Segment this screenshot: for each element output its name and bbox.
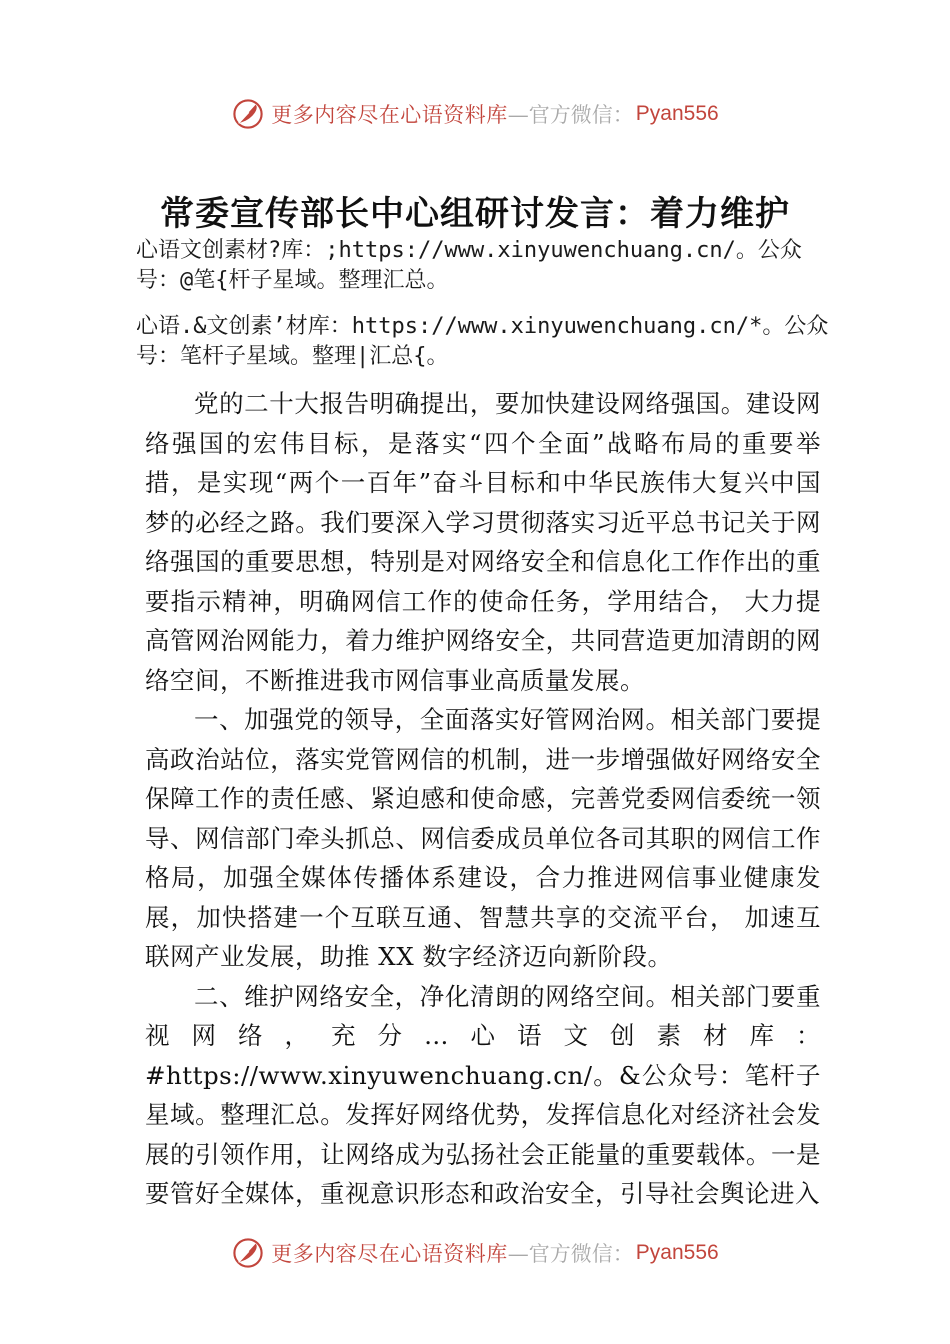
quill-pen-logo-icon xyxy=(231,97,265,131)
header-banner xyxy=(0,92,950,136)
body-paragraph: 二、维护网络安全，净化清朗的网络空间。相关部门要重视网络，充分…心语文创素材库：#https://www.xinyuwenchuang.cn/。&公众号：笔杆子星域。整理汇总。发挥好网络优势，发挥信息化对经济社会发展的引领作用，让网络成为弘扬社会正能量的重要载体。一是要管好全媒体，重视意识形态和政治安全，引导社会舆论进入 xyxy=(145,981,821,1208)
banner-contact-label: —官方微信： xyxy=(507,1242,634,1266)
document-title: 常委宣传部长中心组研讨发言：着力维护 xyxy=(160,194,790,234)
banner-wechat-id: Pyan556 xyxy=(635,102,719,125)
banner-wechat-id: Pyan556 xyxy=(635,1241,719,1264)
body-paragraph: 党的二十大报告明确提出，要加快建设网络强国。建设网络强国的宏伟目标，是落实“四个全面”战略布局的重要举措，是实现“两个一百年”奋斗目标和中华民族伟大复兴中国梦的必经之路。我们要深入学习贯彻落实习近平总书记关于网络强国的重要思想，特别是对网络安全和信息化工作作出的重要指示精神，明确网信工作的使命任务，学用结合， 大力提高管网治网能力，着力维护网络安全，共同营造更加清朗的网络空间，不断推进我市网信事业高质量发展。 xyxy=(145,389,821,695)
watermark-line: 心语文创素材?库：;https://www.xinyuwenchuang.cn/。公众号：@笔{杆子星域。整理汇总。 xyxy=(136,238,802,293)
banner-library-text: 更多内容尽在心语资料库 xyxy=(271,103,508,127)
banner-contact-label: —官方微信： xyxy=(507,103,634,127)
watermark-line: 心语.&文创素’材库：https://www.xinyuwenchuang.cn/*。公众号：笔杆子星域。整理|汇总{。 xyxy=(136,314,829,369)
banner-library-text: 更多内容尽在心语资料库 xyxy=(271,1242,508,1266)
footer-banner xyxy=(0,1231,950,1275)
body-paragraph: 一、加强党的领导，全面落实好管网治网。相关部门要提高政治站位，落实党管网信的机制，进一步增强做好网络安全保障工作的责任感、紧迫感和使命感，完善党委网信委统一领导、网信部门牵头抓总、网信委成员单位各司其职的网信工作格局，加强全媒体传播体系建设，合力推进网信事业健康发展，加快搭建一个互联互通、智慧共享的交流平台， 加速互联网产业发展，助推 XX 数字经济迈向新阶段。 xyxy=(145,705,821,971)
document-body xyxy=(145,384,821,1214)
quill-pen-logo-icon xyxy=(231,1236,265,1270)
